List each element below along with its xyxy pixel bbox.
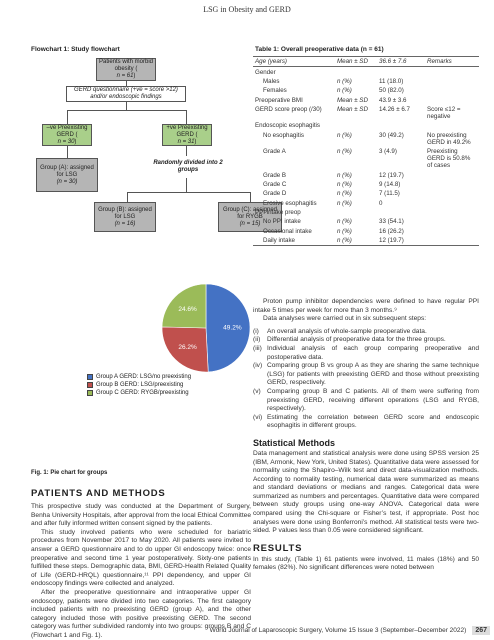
table-cell <box>425 67 479 77</box>
table-cell: 33 (54.1) <box>379 218 404 226</box>
table-cell: Grade C <box>263 180 287 188</box>
table-cell: n (%) <box>337 190 352 198</box>
neg-preexisting-n: n = 30 <box>57 138 75 145</box>
table-1 <box>253 56 479 246</box>
table-cell: 0 <box>379 199 383 207</box>
randomly-label: Randomly divided into 2 groups <box>153 160 223 173</box>
table-cell: Daily intake <box>263 237 295 245</box>
legend-label: Group C GERD: RYGB/preexisting <box>96 390 189 396</box>
table-row <box>253 86 479 95</box>
table-cell <box>425 121 479 130</box>
table-cell: Mean ± SD <box>337 106 368 114</box>
analysis-step <box>253 345 479 362</box>
table-cell <box>377 67 425 77</box>
patients-box-label: Patients with morbid obesity ( <box>98 59 154 72</box>
table-cell: n (%) <box>337 237 352 245</box>
table-row <box>253 105 479 121</box>
table-cell: GERD score preop (/30) <box>255 106 322 114</box>
results-heading: RESULTS <box>253 542 303 554</box>
ppi-paragraph: Proton pump inhibitor dependencies were defined to have regular PPI intake 5 times per week for more than 3 months.⁹ <box>253 298 479 314</box>
table-row <box>253 199 479 208</box>
table-cell: 11 (18.0) <box>379 77 404 85</box>
neg-preexisting-label: –ve Preexisting GERD ( <box>46 124 88 138</box>
connector <box>67 110 187 111</box>
step-text: Comparing group B vs group A as they are sharing the same technique (LSG) for patients with preexisting GERD and those without preexisting GERD, respectively. <box>267 362 479 387</box>
table-cell: Endoscopic esophagitis <box>255 122 321 130</box>
step-text: Individual analysis of each group comparing preoperative and postoperative data. <box>267 344 479 361</box>
table-cell <box>425 227 479 236</box>
table-cell: 16 (26.2) <box>379 227 404 235</box>
legend-item <box>87 373 191 381</box>
legend-item <box>87 381 191 389</box>
connector <box>186 110 187 124</box>
table-cell <box>425 180 479 189</box>
step-number: (vi) <box>253 413 263 421</box>
step-number: (i) <box>253 327 259 335</box>
table-cell: No esophagitis <box>263 131 304 139</box>
connector <box>250 192 251 202</box>
figure-caption: Fig. 1: Pie chart for groups <box>31 470 108 476</box>
table-row <box>253 96 479 105</box>
step-text: Estimating the correlation between GERD score and endoscopic esophagitis in different groups. <box>267 413 479 430</box>
table-cell: No PPI intake <box>263 218 301 226</box>
analysis-step <box>253 328 479 337</box>
step-number: (ii) <box>253 336 261 344</box>
step-number: (iii) <box>253 344 262 352</box>
randomly-box <box>152 156 224 178</box>
table-cell: PPI intake preop <box>255 209 301 217</box>
table-cell: Preexisting GERD is 50.8% of cases <box>427 148 471 170</box>
table-cell: Males <box>263 77 280 85</box>
legend-item <box>87 389 191 397</box>
methods-heading: PATIENTS AND METHODS <box>31 488 166 499</box>
table-cell: Grade D <box>263 190 287 198</box>
questionnaire-label: GERD questionnaire (+ve = score >12) and/or endoscopic findings <box>74 87 178 100</box>
legend-swatch <box>87 374 93 380</box>
table-cell: 12 (19.7) <box>379 171 404 179</box>
table-cell <box>425 96 479 105</box>
table-cell <box>425 86 479 95</box>
methods-paragraph: This prospective study was conducted at the Department of Surgery, Benha University Hospitals, after approval from the local Ethical Committee and after fully informed written consent signed by the patients. <box>31 503 251 528</box>
table-header: Remarks <box>427 58 452 66</box>
connector <box>127 192 128 202</box>
table-row <box>253 121 479 130</box>
table-cell: 3 (4.9) <box>379 148 397 156</box>
group-c-label: Group (C): assigned for RYGB <box>222 206 278 220</box>
table-cell <box>335 121 377 130</box>
group-c-n: (n = 15) <box>239 220 261 227</box>
table-row <box>253 77 479 86</box>
pos-preexisting-box: +ve Preexisting GERD ( n = 31) <box>162 124 212 146</box>
table-cell: n (%) <box>337 148 352 156</box>
table-row <box>253 236 479 246</box>
table-cell: Grade B <box>263 171 287 179</box>
patients-box: Patients with morbid obesity ( n = 61) <box>96 58 156 81</box>
analysis-step <box>253 388 479 414</box>
table-cell: n (%) <box>337 77 352 85</box>
table-cell: 14.26 ± 6.7 <box>379 106 410 114</box>
table-cell: Erosive esophagitis <box>263 199 317 207</box>
table-cell <box>425 217 479 226</box>
group-b-label: Group (B): assigned for LSG <box>98 206 152 220</box>
legend-label: Group B GERD: LSG/preexisting <box>96 382 184 388</box>
table-cell <box>425 170 479 179</box>
connector <box>127 192 251 193</box>
connector <box>126 102 127 110</box>
table-row <box>253 67 479 77</box>
legend-swatch <box>87 382 93 388</box>
table-cell <box>425 208 479 217</box>
table-cell: Occasional intake <box>263 227 312 235</box>
table-cell <box>377 121 425 130</box>
neg-preexisting-box: –ve Preexisting GERD ( n = 30) <box>42 124 92 146</box>
analysis-steps <box>253 328 479 431</box>
step-text: Comparing group B and C patients. All of them were suffering from preexisting GERD, receiving different operations (LSG and RYGB, respectively). <box>267 387 479 413</box>
table-cell: n (%) <box>337 218 352 226</box>
table-caption: Table 1: Overall preoperative data (n = 61) <box>255 46 384 53</box>
methods-body <box>31 503 251 640</box>
table-row <box>253 131 479 147</box>
table-cell: Gender <box>255 68 276 76</box>
methods-paragraph: This study involved patients who were scheduled for bariatric procedures from November 2017 to May 2020. All patients were invited to answer a GERD questionnaire and to do upper GI endoscopy twice: once preoperative and second time 1 year postoperatively. Sixty-one patients fulfilled these steps. Demographic data, BMI, GERD-Health Related Quality of Life (GERD-HRQL) questionnaire,¹¹ PPI dependency, and upper GI endoscopy findings were collected and analyzed. <box>31 528 251 588</box>
table-cell: n (%) <box>337 171 352 179</box>
analysis-step <box>253 414 479 431</box>
legend-label: Group A GERD: LSG/no preexisting <box>96 374 192 380</box>
table-cell: 7 (11.5) <box>379 190 400 198</box>
table-cell <box>425 77 479 86</box>
pie-label: 24.6% <box>178 306 197 314</box>
table-cell: Score ≤12 = negative <box>427 106 461 121</box>
table-row <box>253 189 479 198</box>
flowchart-title: Flowchart 1: Study flowchart <box>31 46 120 53</box>
table-cell: Preoperative BMI <box>255 96 303 104</box>
table-header: 36.6 ± 7.6 <box>379 58 407 66</box>
pos-preexisting-label: +ve Preexisting GERD ( <box>166 124 208 138</box>
table-cell: n (%) <box>337 87 352 95</box>
table-row <box>253 170 479 179</box>
table-cell <box>335 67 377 77</box>
table-row <box>253 147 479 170</box>
table-cell: n (%) <box>337 227 352 235</box>
pie-legend <box>87 373 191 397</box>
group-b-n: (n = 16) <box>114 220 136 227</box>
journal-info: World Journal of Laparoscopic Surgery, Volume 15 Issue 3 (September–December 2022) <box>209 627 467 634</box>
page-number: 267 <box>472 626 490 635</box>
running-header: LSG in Obesity and GERD <box>203 5 291 14</box>
connector <box>186 178 187 192</box>
legend-swatch <box>87 390 93 396</box>
stats-paragraph: Data management and statistical analysis were done using SPSS version 25 (IBM, Armonk, New York, United States). Quantitative data were assessed for normality using the Shapiro–Wilk test and direct data-visualization methods. According to normality testing, numerical data were summarized as means and standard deviations or medians and ranges. Categorical data were summarized as numbers and percentages. Quantitative data were compared between study groups using one-way ANOVA. Categorical data were compared using the Chi-square or Fisher’s test, if appropriate. Post hoc analyses were done using Bonferroni’s method. All statistical tests were two-sided. P values less than 0.05 were considered significant. <box>253 449 479 535</box>
table-cell: 12 (19.7) <box>379 237 404 245</box>
table-cell: Grade A <box>263 148 286 156</box>
table-cell <box>425 189 479 198</box>
questionnaire-box <box>66 86 186 102</box>
table-cell: n (%) <box>337 180 352 188</box>
connector <box>67 146 68 158</box>
step-text: An overall analysis of whole-sample preoperative data. <box>267 327 427 335</box>
patients-box-n: n = 61 <box>116 73 134 79</box>
table-cell <box>425 199 479 208</box>
group-a-box <box>36 158 98 192</box>
analysis-step <box>253 336 479 345</box>
connector <box>67 110 68 124</box>
table-cell <box>425 236 479 246</box>
table-header: Mean ± SD <box>337 58 368 66</box>
results-paragraph: In this study, (Table 1) 61 patients were involved, 11 males (18%) and 50 females (82%). No significant differences were noted between <box>253 555 479 572</box>
table-cell: Mean ± SD <box>337 96 368 104</box>
group-b-box <box>94 202 156 232</box>
group-a-n: (n = 30) <box>56 178 78 185</box>
table-cell: 50 (82.0) <box>379 87 404 95</box>
pos-preexisting-n: n = 31 <box>177 138 195 145</box>
table-cell: 43.9 ± 3.6 <box>379 96 407 104</box>
step-number: (iv) <box>253 362 263 370</box>
table-cell: 9 (14.8) <box>379 180 401 188</box>
step-number: (v) <box>253 387 261 395</box>
stats-heading: Statistical Methods <box>253 437 336 448</box>
pie-label: 26.2% <box>178 343 197 351</box>
table-cell: n (%) <box>337 131 352 139</box>
table-header: Age (years) <box>255 58 287 66</box>
table-cell: 30 (49.2) <box>379 131 404 139</box>
group-a-label: Group (A): assigned for LSG <box>40 164 94 178</box>
table-cell <box>377 208 425 217</box>
table-cell: Females <box>263 87 287 95</box>
table-body <box>253 67 479 246</box>
right-column <box>253 298 479 573</box>
analysis-step <box>253 362 479 388</box>
step-text: Differential analysis of preoperative data for the three groups. <box>267 336 446 344</box>
table-cell <box>335 208 377 217</box>
analysis-intro: Data analyses were carried out in six subsequent steps: <box>263 315 427 323</box>
table-cell: n (%) <box>337 199 352 207</box>
pie-label: 49.2% <box>223 324 242 332</box>
table-row <box>253 208 479 217</box>
table-cell: No preexisting GERD in 49.2% <box>427 131 471 146</box>
connector <box>186 146 187 156</box>
table-row <box>253 180 479 189</box>
methods-paragraph: After the preoperative questionnaire and intraoperative upper GI endoscopy, patients were divided into two categories. The first category included patients with no preexisting GERD (group A), and the other category included those with positive preexisting GERD. The second category was further subdivided randomly into two groups: groups B and C (Flowchart 1 and Fig. 1). <box>31 588 251 639</box>
footer <box>190 626 490 635</box>
table-row <box>253 217 479 226</box>
table-row <box>253 227 479 236</box>
